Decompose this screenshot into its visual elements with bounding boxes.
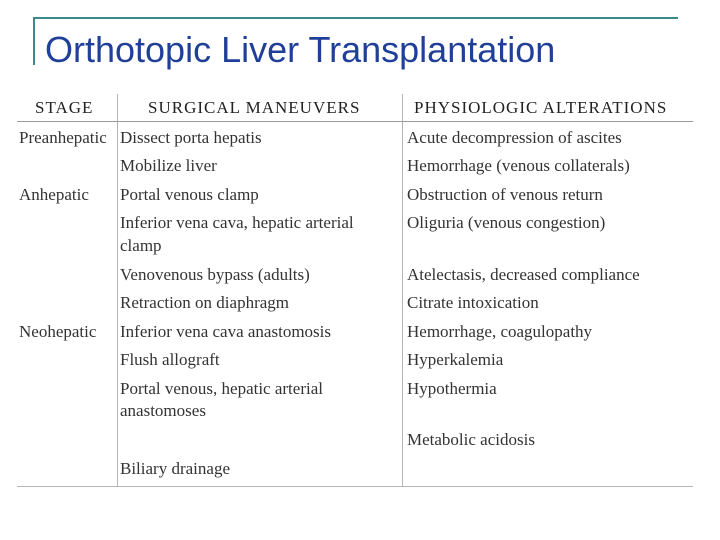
physiologic-cell: Hemorrhage, coagulopathy (407, 322, 593, 341)
slide-title: Orthotopic Liver Transplantation (45, 29, 556, 70)
physiologic-cell: Hemorrhage (venous collaterals) (407, 156, 630, 175)
header-surgical-maneuvers: SURGICAL MANEUVERS (148, 98, 361, 117)
surgical-cell: Dissect porta hepatis (120, 128, 262, 147)
physiologic-cell: Hypothermia (407, 379, 497, 398)
physiologic-cell: Atelectasis, decreased compliance (407, 265, 640, 284)
surgical-cell: Venovenous bypass (adults) (120, 265, 310, 284)
transplant-stages-table (17, 94, 693, 487)
surgical-cell: Portal venous clamp (120, 185, 259, 204)
stage-cell: Preanhepatic (19, 128, 107, 147)
surgical-cell: anastomoses (120, 401, 206, 420)
column-divider-1 (117, 94, 118, 486)
column-divider-2 (402, 94, 403, 486)
physiologic-cell: Metabolic acidosis (407, 430, 535, 449)
physiologic-cell: Obstruction of venous return (407, 185, 603, 204)
surgical-cell: clamp (120, 236, 162, 255)
surgical-cell: Flush allograft (120, 350, 220, 369)
title-accent-line-left (33, 17, 35, 65)
header-stage: STAGE (35, 98, 94, 117)
surgical-cell: Inferior vena cava anastomosis (120, 322, 331, 341)
surgical-cell: Biliary drainage (120, 459, 230, 478)
title-accent-line-top (33, 17, 678, 19)
physiologic-cell: Oliguria (venous congestion) (407, 213, 606, 232)
physiologic-cell: Acute decompression of ascites (407, 128, 622, 147)
surgical-cell: Retraction on diaphragm (120, 293, 290, 312)
header-physiologic-alterations: PHYSIOLOGIC ALTERATIONS (414, 98, 668, 117)
stage-cell: Anhepatic (19, 185, 89, 204)
surgical-cell: Mobilize liver (120, 156, 217, 175)
surgical-cell: Inferior vena cava, hepatic arterial (120, 213, 354, 232)
stage-cell: Neohepatic (19, 322, 97, 341)
physiologic-cell: Citrate intoxication (407, 293, 539, 312)
surgical-cell: Portal venous, hepatic arterial (120, 379, 323, 398)
header-divider (17, 121, 693, 122)
physiologic-cell: Hyperkalemia (407, 350, 504, 369)
